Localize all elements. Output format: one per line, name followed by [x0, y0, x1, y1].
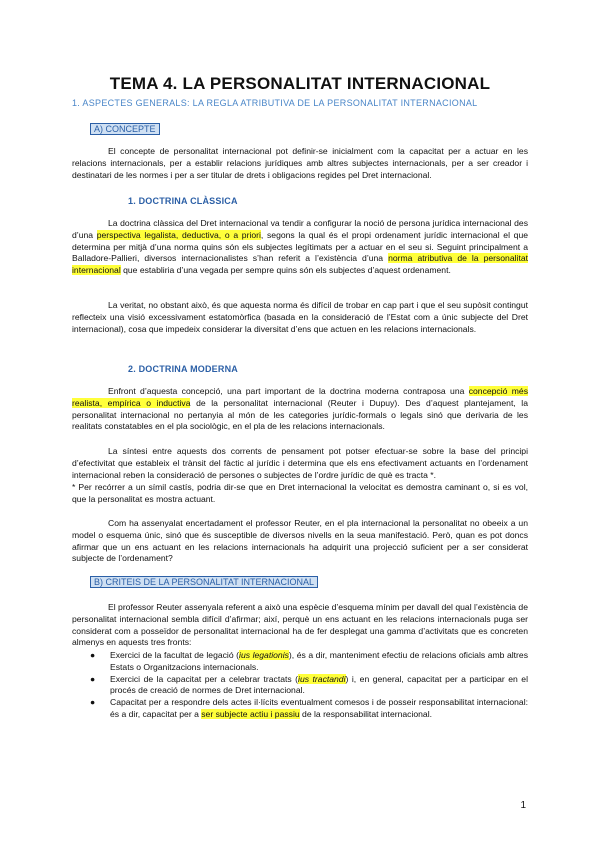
section-heading-1: 1. ASPECTES GENERALS: LA REGLA ATRIBUTIVA DE LA PERSONALITAT INTERNACIONAL [72, 98, 478, 108]
paragraph-concepte: El concepte de personalitat internacional pot definir-se inicialment com la capacitat per a actuar en les relacions internacionals, per a establir relacions jurídiques amb altres subjectes internacionals, per a ser creador i destinatari de les normes i per a ser titular de drets i obligacions regides pel Dret internacional. [72, 146, 528, 180]
heading-doctrina-moderna: 2. DOCTRINA MODERNA [128, 364, 238, 374]
text-run: ), és a dir, manteniment efectiu de relacions oficials amb altres Estats o Organitzacions internacionals. [110, 650, 528, 672]
highlighted-text: ius legationis [239, 650, 289, 660]
page-number: 1 [520, 800, 526, 811]
subsection-heading-a [90, 124, 160, 134]
text-run: de la personalitat internacional (Reuter i Dupuy). Des d’aquest plantejament, la personalitat internacional no pertanyia al món de les categories jurídic-formals o legals sinó que derivaria de les realitats constatables en el pla sociològic, en el pla de les relacions internacionals. [72, 397, 528, 432]
text-run: ) i, en general, capacitat per a participar en el procés de creació de normes de Dret internacional. [110, 673, 528, 696]
text-run: La doctrina clàssica del Dret internacional va tendir a configurar la noció de persona jurídica internacional des d’una [72, 218, 528, 240]
text-run: Exercici de la capacitat per a celebrar tractats ( [110, 673, 299, 684]
page-title: TEMA 4. LA PERSONALITAT INTERNACIONAL [109, 74, 491, 93]
footnote-paragraph: * Per recórrer a un símil castís, podria dir-se que en Dret internacional la velocitat es demostra caminant o, si es vol, que la personalitat es mostra actuant. [72, 482, 528, 504]
subsection-b-label: B) CRITEIS DE LA PERSONALITAT INTERNACIONAL [90, 576, 318, 588]
highlighted-text: ius tractandi [298, 673, 346, 684]
list-item [90, 697, 528, 721]
bullet-icon: ● [90, 673, 96, 684]
text-run: , segons la qual és el propi ordenament jurídic internacional el que determina per mitjà d’una norma quins són els subjectes legítimats per a actuar en el seu si. Seguint principalment a Balladore-Pallieri, diversos internacionalistes s’han referit a l’existència d’una [72, 229, 529, 264]
bullet-icon: ● [90, 697, 96, 708]
text-run: Enfront d’aquesta concepció, una part important de la doctrina moderna contraposa una [108, 386, 469, 396]
subsection-heading-b [90, 577, 318, 587]
paragraph-moderna-2: La síntesi entre aquests dos corrents de pensament pot potser efectuar-se sobre la base del principi d’efectivitat que estableix el trànsit del fàctic al jurídic i determina que els ens efectivament actuants en l’ordenament internacional reben la consideració de persones o subjectes de l’ordre jurídic de què es tracta *. [72, 446, 528, 480]
highlighted-text: concepció més realista, empírica o inductiva [72, 386, 528, 408]
paragraph-classica-2: La veritat, no obstant això, és que aquesta norma és difícil de trobar en cap part i que el seu supòsit contingut reflecteix una visió excessivament estatomòrfica (basada en la consideració de l’Estat com a únic subjecte del Dret internacional), cosa que impedeix considerar la diversitat d’ens que actuen en les relacions internacionals. [72, 300, 528, 334]
subsection-a-label: A) CONCEPTE [90, 123, 160, 135]
paragraph-moderna-1 [72, 386, 528, 433]
highlighted-text: perspectiva legalista, deductiva, o a priori [96, 229, 261, 240]
text-run: Exercici de la facultat de legació ( [110, 650, 240, 660]
paragraph-classica-1 [72, 218, 528, 277]
paragraph-criteris: El professor Reuter assenyala referent a això una espècie d’esquema mínim per davall del qual l’existència de personalitat internacional sembla difícil d’afirmar; així, perquè un ens actuant en les relacions internacionals puga ser considerat com a posseïdor de personalitat internacional ha de fer desplegat una gamma d’activitats que es concreten almenys en aquests tres fronts: [72, 602, 528, 648]
highlighted-text: ser subjecte actiu i passiu [201, 708, 300, 719]
heading-doctrina-classica: 1. DOCTRINA CLÀSSICA [128, 196, 238, 206]
paragraph-moderna-4: Com ha assenyalat encertadament el professor Reuter, en el pla internacional la personalitat no obeeix a un model o esquema únic, sinó que és susceptible de diversos nivells en la seua manifestació. Però, quan es pot doncs afirmar que un ens actuant en les relacions internacionals ha adquirit una projecció suficient per a ser considerat subjecte de l’ordenament? [72, 518, 528, 564]
list-item [90, 650, 528, 674]
criteria-list [90, 650, 528, 721]
list-item [90, 674, 528, 698]
highlighted-text: norma atributiva de la personalitat internacional [72, 253, 528, 276]
bullet-icon: ● [90, 650, 96, 660]
text-run: que establiria d’una vegada per sempre quins són els subjectes d’aquest ordenament. [120, 265, 451, 276]
text-run: Capacitat per a respondre dels actes il·lícits eventualment comesos i de posseir responsabilitat internacional: és a dir, capacitat per a [110, 697, 528, 719]
text-run: de la responsabilitat internacional. [299, 708, 432, 719]
